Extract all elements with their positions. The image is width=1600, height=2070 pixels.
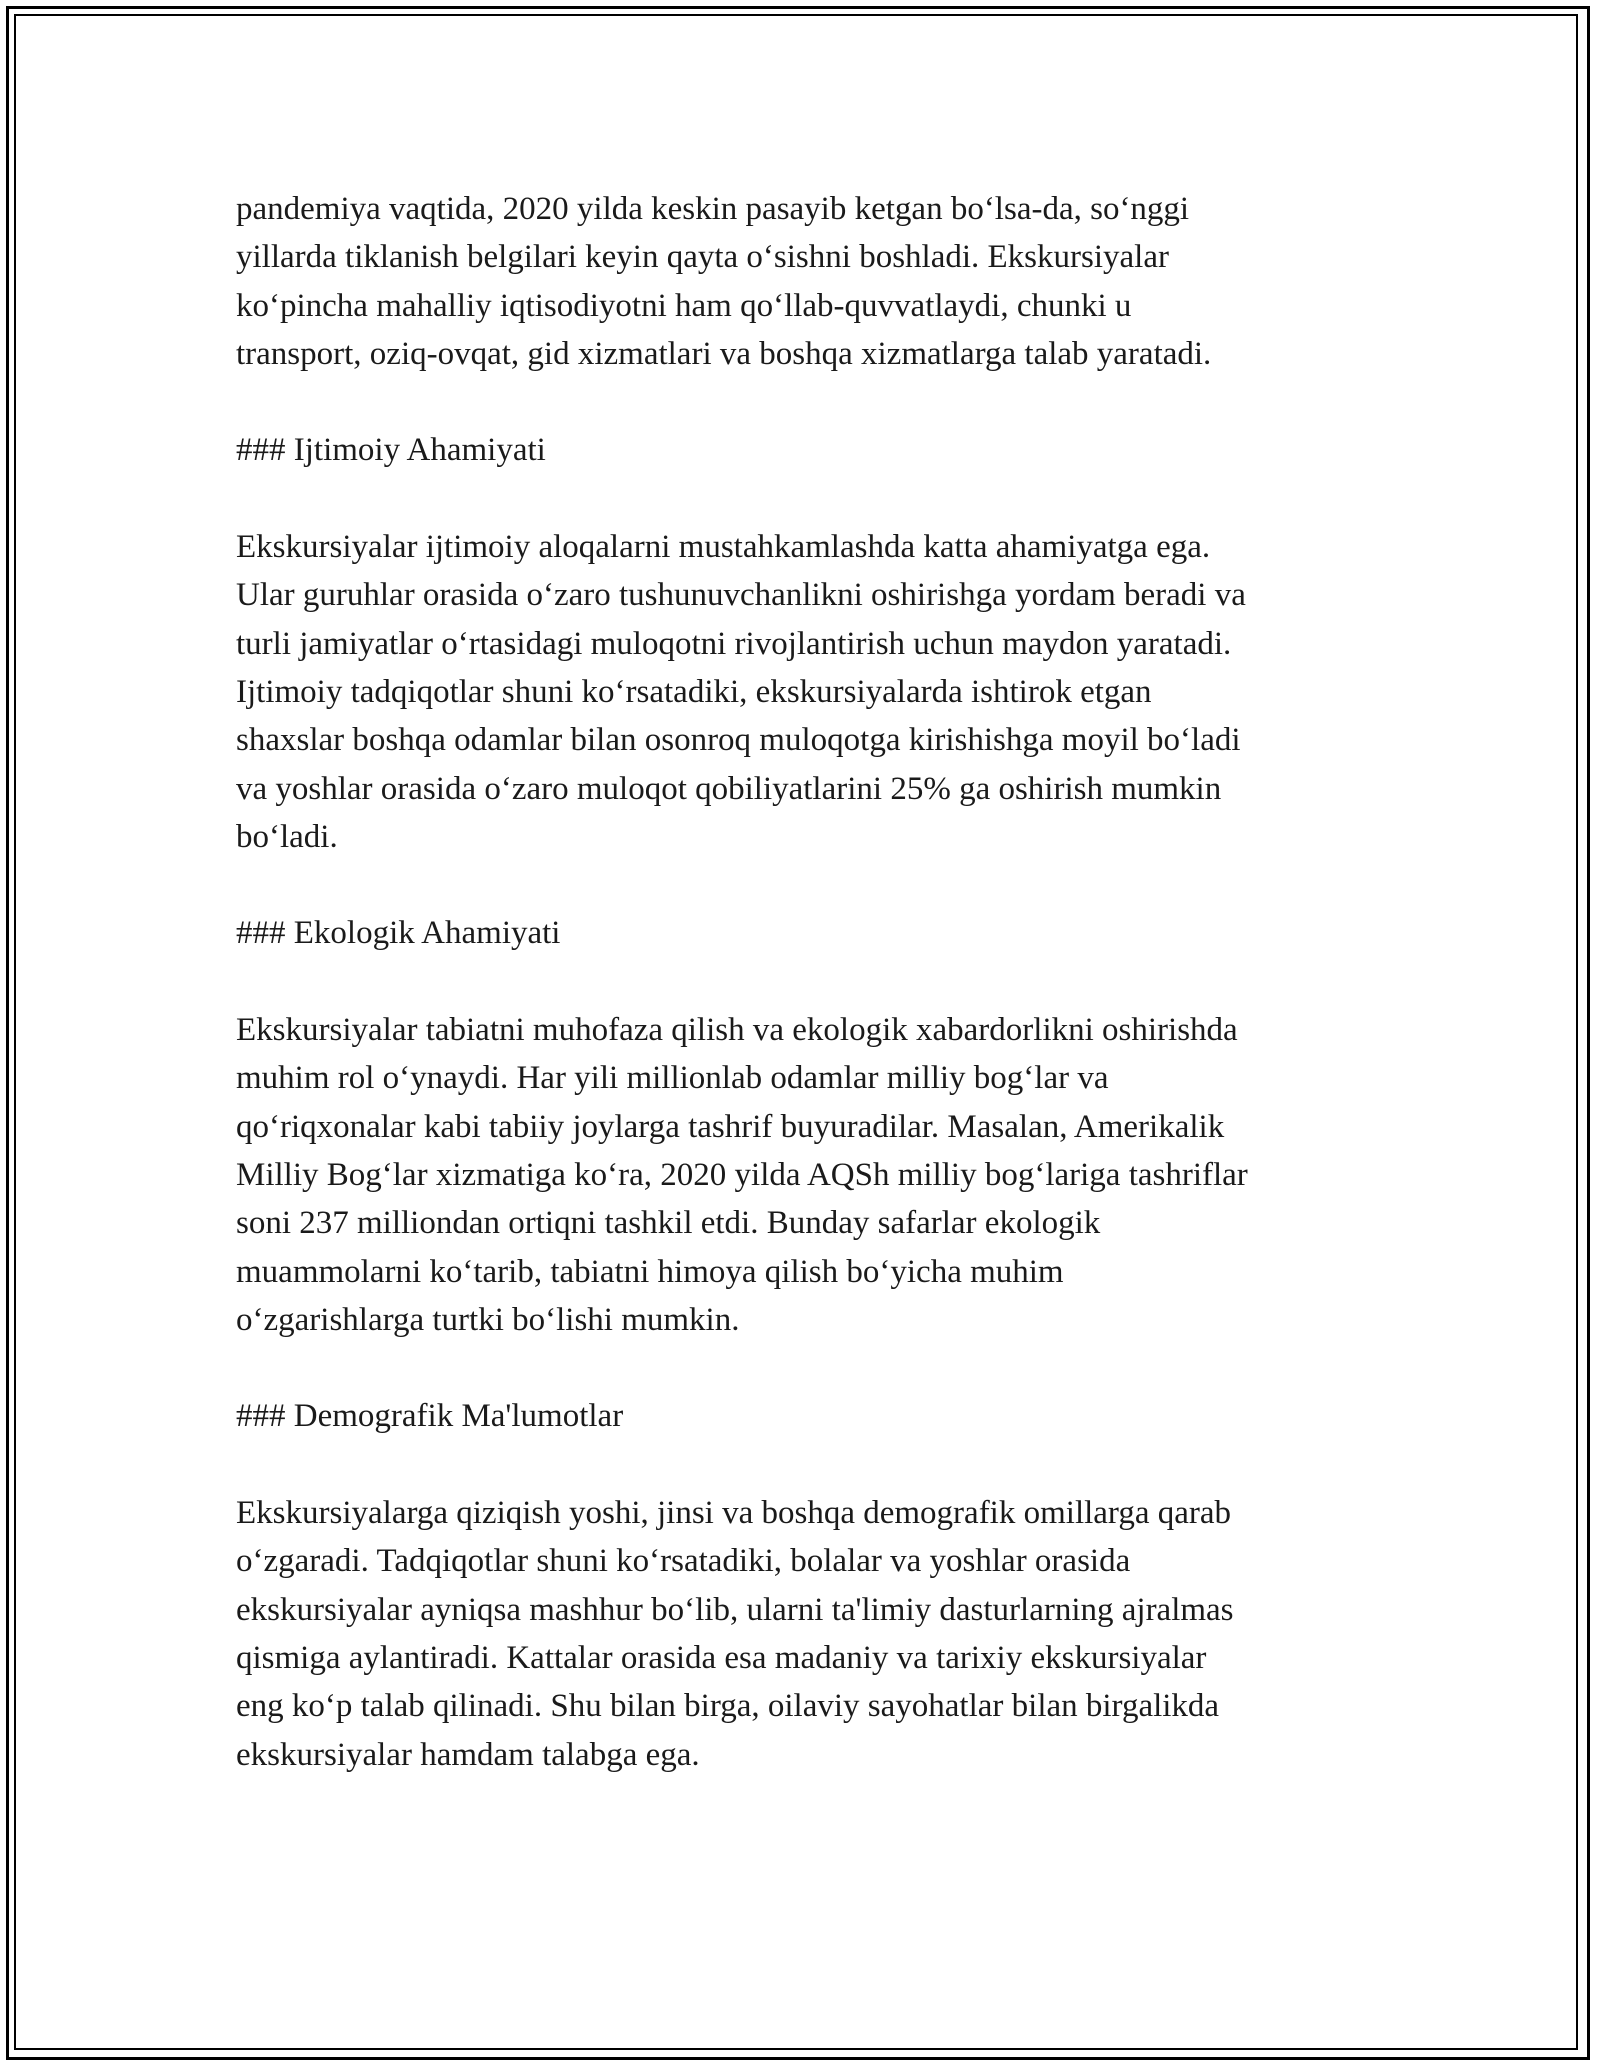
document-body <box>236 185 1376 1779</box>
section-heading-demographic: ### Demografik Ma'lumotlar <box>236 1398 624 1435</box>
section-body-social: Ekskursiyalar ijtimoiy aloqalarni mustahkamlashda katta ahamiyatga ega. Ular guruhlar orasida o‘zaro tushunuvchanlikni oshirishga yordam beradi va turli jamiyatlar o‘rtasidagi muloqotni rivojlantirish uchun maydon yaratadi. Ijtimoiy tadqiqotlar shuni ko‘rsatadiki, ekskursiyalarda ishtirok etgan shaxslar boshqa odamlar bilan osonroq muloqotga kirishishga moyil bo‘ladi va yoshlar orasida o‘zaro muloqot qobiliyatlarini 25% ga oshirish mumkin bo‘ladi. <box>236 529 1246 855</box>
section-heading-ecological: ### Ekologik Ahamiyati <box>236 915 561 952</box>
paragraph-gap <box>236 1344 1376 1392</box>
paragraph-gap <box>236 1441 1376 1489</box>
section-body-demographic: Ekskursiyalarga qiziqish yoshi, jinsi va boshqa demografik omillarga qarab o‘zgaradi. Tadqiqotlar shuni ko‘rsatadiki, bolalar va yoshlar orasida ekskursiyalar ayniqsa mashhur bo‘lib, ularni ta'limiy dasturlarning ajralmas qismiga aylantiradi. Kattalar orasida esa madaniy va tarixiy ekskursiyalar eng ko‘p talab qilinadi. Shu bilan birga, oilaviy sayohatlar bilan birgalikda ekskursiyalar hamdam talabga ega. <box>236 1495 1234 1773</box>
paragraph-gap <box>236 378 1376 426</box>
section-body-ecological: Ekskursiyalar tabiatni muhofaza qilish va ekologik xabardorlikni oshirishda muhim rol o‘ynaydi. Har yili millionlab odamlar milliy bog‘lar va qo‘riqxonalar kabi tabiiy joylarga tashrif buyuradilar. Masalan, Amerikalik Milliy Bog‘lar xizmatiga ko‘ra, 2020 yilda AQSh milliy bog‘lariga tashriflar soni 237 milliondan ortiqni tashkil etdi. Bunday safarlar ekologik muammolarni ko‘tarib, tabiatni himoya qilish bo‘yicha muhim o‘zgarishlarga turtki bo‘lishi mumkin. <box>236 1012 1248 1338</box>
intro-paragraph: pandemiya vaqtida, 2020 yilda keskin pasayib ketgan bo‘lsa-da, so‘nggi yillarda tiklanish belgilari keyin qayta o‘sishni boshladi. Ekskursiyalar ko‘pincha mahalliy iqtisodiyotni ham qo‘llab-quvvatlaydi, chunki u transport, oziq-ovqat, gid xizmatlari va boshqa xizmatlarga talab yaratadi. <box>236 191 1212 372</box>
section-heading-social: ### Ijtimoiy Ahamiyati <box>236 432 546 469</box>
paragraph-gap <box>236 861 1376 909</box>
paragraph-gap <box>236 475 1376 523</box>
paragraph-gap <box>236 958 1376 1006</box>
